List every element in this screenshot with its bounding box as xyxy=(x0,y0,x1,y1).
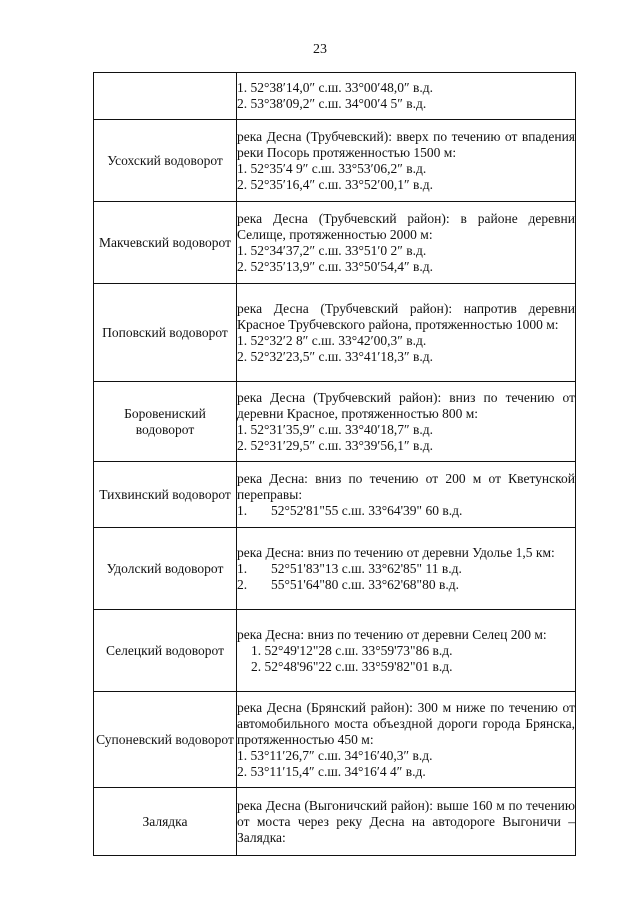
table-row xyxy=(94,73,576,120)
coordinate-line: 1. 52°31′35,9″ с.ш. 33°40′18,7″ в.д. xyxy=(237,421,433,437)
coordinate-line: 2. 52°35′13,9″ с.ш. 33°50′54,4″ в.д. xyxy=(237,258,433,274)
row-description-cell xyxy=(237,692,576,788)
coordinate-line: 1. 53°11′26,7″ с.ш. 34°16′40,3″ в.д. xyxy=(237,747,433,763)
table-row xyxy=(94,692,576,788)
row-description-cell xyxy=(237,528,576,610)
coordinate-line: 2. 53°11′15,4″ с.ш. 34°16′4 4″ в.д. xyxy=(237,763,426,779)
row-name: Селецкий водоворот xyxy=(94,610,237,692)
row-name: Удолский водоворот xyxy=(94,528,237,610)
coordinate-line xyxy=(237,561,575,577)
coordinate-line: 1. 52°35′4 9″ с.ш. 33°53′06,2″ в.д. xyxy=(237,160,427,176)
row-name: Макчевский водоворот xyxy=(94,202,237,284)
coordinate-line: 1. 52°32′2 8″ с.ш. 33°42′00,3″ в.д. xyxy=(237,332,427,348)
coordinate-value: 52°51'83"13 с.ш. 33°62'85" 11 в.д. xyxy=(271,560,462,576)
row-description-cell xyxy=(237,202,576,284)
row-description-cell xyxy=(237,462,576,528)
row-description: река Десна (Брянский район): 300 м ниже по течению от автомобильного моста объездной дороги города Брянска, протяженностью 450 м: xyxy=(237,699,575,747)
row-description-cell xyxy=(237,120,576,202)
row-description: река Десна (Трубчевский район): вниз по течению от деревни Красное, протяженностью 800 м: xyxy=(237,389,575,421)
row-description: река Десна: вниз по течению от деревни Селец 200 м: xyxy=(237,626,547,642)
coordinate-line: 2. 53°38′09,2″ с.ш. 34°00′4 5″ в.д. xyxy=(237,96,427,111)
coordinate-value: 55°51'64"80 с.ш. 33°62'68"80 в.д. xyxy=(271,576,459,592)
row-name: Супоневский водоворот xyxy=(94,692,237,788)
table-row xyxy=(94,120,576,202)
coordinate-line: 1. 52°49'12"28 с.ш. 33°59'73"86 в.д. xyxy=(251,642,453,658)
coordinate-line: 1. 52°34′37,2″ с.ш. 33°51′0 2″ в.д. xyxy=(237,242,427,258)
coordinate-number: 1. xyxy=(237,502,248,518)
table-row xyxy=(94,528,576,610)
coordinate-line: 1. 52°38′14,0″ с.ш. 33°00′48,0″ в.д. xyxy=(237,80,433,95)
coordinate-value: 52°52'81"55 с.ш. 33°64'39" 60 в.д. xyxy=(271,502,463,518)
coordinate-line xyxy=(237,577,575,593)
row-name: Усохский водоворот xyxy=(94,120,237,202)
row-name: Поповский водоворот xyxy=(94,284,237,382)
row-name: Тихвинский водоворот xyxy=(94,462,237,528)
coordinate-number: 1. xyxy=(237,560,248,576)
row-description: река Десна (Трубчевский район): напротив деревни Красное Трубчевского района, протяженностью 1000 м: xyxy=(237,300,575,332)
table-row xyxy=(94,382,576,462)
row-description: река Десна (Выгоничский район): выше 160 м по течению от моста через реку Десна на автодороге Выгоничи – Залядка: xyxy=(237,797,575,845)
coordinate-line: 2. 52°35′16,4″ с.ш. 33°52′00,1″ в.д. xyxy=(237,176,433,192)
row-name: Боровениский водоворот xyxy=(94,382,237,462)
whirlpool-table xyxy=(93,72,576,856)
row-description: река Десна (Трубчевский): вверх по течению от впадения реки Посорь протяженностью 1500 м: xyxy=(237,128,575,160)
row-description-cell xyxy=(237,73,576,120)
table-row xyxy=(94,202,576,284)
table-row xyxy=(94,284,576,382)
row-description: река Десна: вниз по течению от деревни Удолье 1,5 км: xyxy=(237,544,555,560)
coordinate-line: 2. 52°31′29,5″ с.ш. 33°39′56,1″ в.д. xyxy=(237,437,433,453)
table-row xyxy=(94,788,576,856)
row-description: река Десна (Трубчевский район): в районе деревни Селище, протяженностью 2000 м: xyxy=(237,210,575,242)
coordinate-number: 2. xyxy=(237,576,248,592)
coordinate-line xyxy=(237,503,575,519)
row-description-cell xyxy=(237,284,576,382)
table-row xyxy=(94,462,576,528)
row-description-cell xyxy=(237,382,576,462)
page-number: 23 xyxy=(313,42,327,57)
table-row xyxy=(94,610,576,692)
row-name: Залядка xyxy=(94,788,237,856)
row-description-cell xyxy=(237,610,576,692)
row-description: река Десна: вниз по течению от 200 м от Кветунской переправы: xyxy=(237,470,575,502)
row-name xyxy=(94,73,237,120)
coordinate-line: 2. 52°32′23,5″ с.ш. 33°41′18,3″ в.д. xyxy=(237,348,433,364)
row-description-cell xyxy=(237,788,576,856)
coordinate-line: 2. 52°48'96"22 с.ш. 33°59'82"01 в.д. xyxy=(251,658,453,674)
